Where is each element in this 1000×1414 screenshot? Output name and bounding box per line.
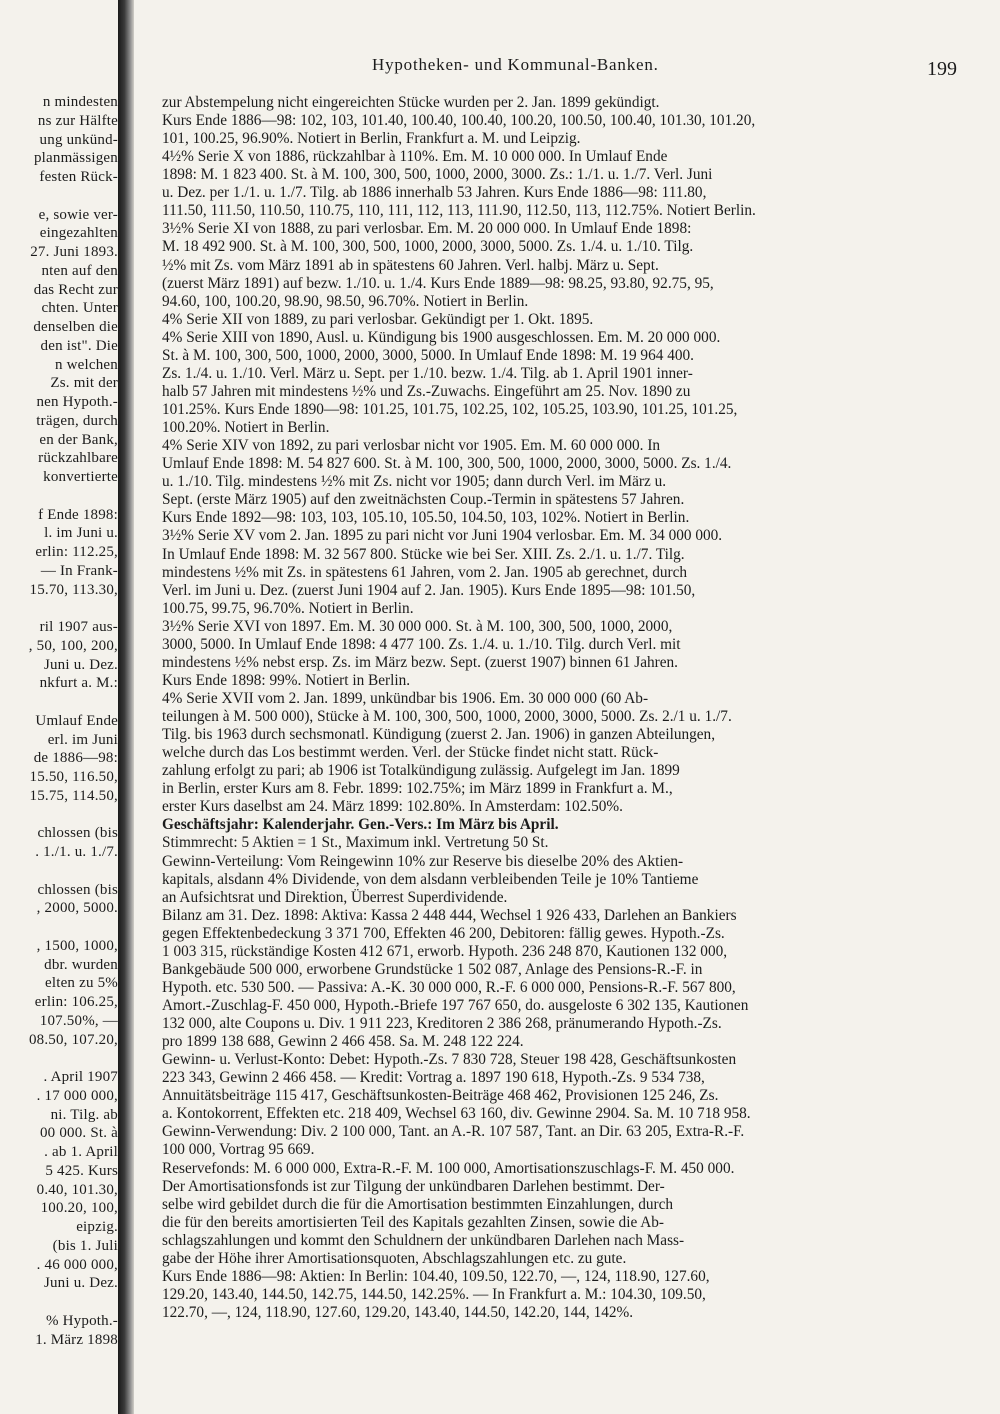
text-line: kapitals, alsdann 4% Dividende, von dem alsdann verbleibenden Teile je 10% Tantieme [162, 870, 699, 888]
text-line: Verl. im Juni u. Dez. (zuerst Juni 1904 auf 2. Jan. 1905). Kurs Ende 1895—98: 101.50, [162, 581, 696, 599]
left-fragment-line: n welchen [54, 356, 118, 373]
text-line: in Berlin, erster Kurs am 8. Febr. 1899: 102.75%; im März 1899 in Frankfurt a. M., [162, 780, 673, 798]
text-line: Kurs Ende 1886—98: 102, 103, 101.40, 100.40, 100.40, 100.20, 100.50, 100.40, 101.30, 101.20, [162, 112, 756, 130]
left-fragment-line: — In Frank- [40, 562, 118, 579]
left-fragment-line: 0.40, 101.30, [36, 1181, 118, 1198]
text-line: Reservefonds: M. 6 000 000, Extra-R.-F. M. 100 000, Amortisationszuschlags-F. M. 450 000. [162, 1159, 735, 1177]
text-line: (zuerst März 1891) auf bezw. 1./10. u. 1./4. Kurs Ende 1889—98: 98.25, 93.80, 92.75, 95, [162, 274, 714, 292]
text-line: 3½% Serie XVI von 1897. Em. M. 30 000 000. St. à M. 100, 300, 500, 1000, 2000, [162, 617, 673, 635]
left-fragment-line: rückzahlbare [38, 450, 118, 467]
text-line: Amort.-Zuschlag-F. 450 000, Hypoth.-Briefe 197 767 650, do. ausgeloste 6 302 135, Kautionen [162, 997, 749, 1014]
left-fragment-line: . April 1907 [43, 1069, 118, 1085]
left-fragment-line: , 1500, 1000, [36, 937, 118, 954]
text-line: Geschäftsjahr: Kalenderjahr. Gen.-Vers.: Im März bis April. [162, 816, 559, 834]
left-fragment-line: e, sowie ver- [38, 206, 118, 223]
text-line: Gewinn-Verteilung: Vom Reingewinn 10% zur Reserve bis dieselbe 20% des Aktien- [162, 852, 684, 870]
text-line: gegen Effektenbedeckung 3 371 700, Effekten 46 200, Debitoren: fällig gewes. Hypoth.-Zs. [162, 924, 725, 942]
text-line: Der Amortisationsfonds ist zur Tilgung der unkündbaren Darlehen bestimmt. Der- [162, 1177, 665, 1195]
text-line: Kurs Ende 1892—98: 103, 103, 105.10, 105.50, 104.50, 103, 102%. Notiert in Berlin. [162, 509, 690, 527]
text-line: welche durch das Los bestimmt werden. Verl. der Stücke findet nicht statt. Rück- [162, 744, 659, 762]
left-fragment-line: , 50, 100, 200, [28, 637, 118, 654]
text-line: an Aufsichtsrat und Direktion, Überrest Superdividende. [162, 888, 508, 906]
text-line: Kurs Ende 1886—98: Aktien: In Berlin: 104.40, 109.50, 122.70, —, 124, 118.90, 127.60, [162, 1267, 710, 1285]
left-fragment-line: . 17 000 000, [36, 1087, 118, 1104]
left-fragment-line: f Ende 1898: [38, 506, 118, 523]
left-fragment-line: erlin: 112.25, [35, 544, 118, 560]
left-fragment-line: , 2000, 5000. [36, 900, 118, 917]
text-line: St. à M. 100, 300, 500, 1000, 2000, 3000, 5000. In Umlauf Ende 1898: M. 19 964 400. [162, 346, 694, 364]
text-line: Bilanz am 31. Dez. 1898: Aktiva: Kassa 2 448 444, Wechsel 1 926 433, Darlehen an Bankiers [162, 906, 737, 924]
text-line: Bankgebäude 500 000, erworbene Grundstücke 1 502 087, Anlage des Pensions-R.-F. in [162, 960, 703, 978]
left-fragment-line: chlossen (bis [37, 825, 118, 842]
text-line: mindestens ½% nebst ersp. Zs. im März bezw. Sept. (zuerst 1907) binnen 61 Jahren. [162, 653, 679, 671]
text-line: selbe wird gebildet durch die für die Amortisation bestimmten Einzahlungen, durch [162, 1195, 674, 1213]
left-fragment-line: en der Bank, [39, 431, 118, 448]
text-line: zahlung erfolgt zu pari; ab 1906 ist Totalkündigung zulässig. Aufgelegt im Jan. 1899 [162, 762, 680, 780]
text-line: die für den bereits amortisierten Teil des Kapitals gezahlten Zinsen, sowie die Ab- [162, 1213, 665, 1231]
text-line: 3½% Serie XV vom 2. Jan. 1895 zu pari nicht vor Juni 1904 verlosbar. Em. M. 34 000 000. [162, 527, 723, 545]
text-line: halb 57 Jahren mit mindestens ½% und Zs.-Zuwachs. Eingeführt am 25. Nov. 1890 zu [162, 382, 691, 400]
left-fragment-line: nkfurt a. M.: [39, 675, 118, 692]
text-line: ½% mit Zs. vom März 1891 ab in spätestens 60 Jahren. Verl. halbj. März u. Sept. [162, 256, 659, 274]
text-line: pro 1899 138 688, Gewinn 2 466 458. Sa. M. 248 122 224. [162, 1033, 524, 1051]
text-line: 122.70, —, 124, 118.90, 127.60, 129.20, 143.40, 144.50, 142.20, 144, 142%. [162, 1304, 634, 1322]
left-fragment-line: 1. März 1898 [35, 1331, 118, 1348]
text-line: 101.25%. Kurs Ende 1890—98: 101.25, 101.75, 102.25, 102, 105.25, 103.90, 101.25, 101.25, [162, 401, 738, 419]
text-line: u. 1./10. Tilg. mindestens ½% mit Zs. nicht vor 1905; dann durch Verl. im März u. [162, 473, 667, 491]
left-fragment-line: ns zur Hälfte [37, 112, 118, 129]
left-fragment-line: % Hypoth.- [46, 1312, 118, 1329]
left-fragment-line: eingezahlten [39, 225, 118, 242]
text-line: Kurs Ende 1898: 99%. Notiert in Berlin. [162, 671, 411, 689]
left-fragment-line: chlossen (bis [37, 881, 118, 898]
left-fragment-line: den ist". Die [40, 337, 118, 354]
text-line: zur Abstempelung nicht eingereichten Stücke wurden per 2. Jan. 1899 gekündigt. [162, 95, 660, 111]
text-line: 132 000, alte Coupons u. Div. 1 911 223, Kreditoren 2 386 268, pränumerando Hypoth.-Zs. [162, 1015, 722, 1033]
left-fragment-line: Umlauf Ende [35, 712, 118, 729]
text-line: 1898: M. 1 823 400. St. à M. 100, 300, 500, 1000, 2000, 3000. Zs.: 1./1. u. 1./7. Verl. Juni [162, 166, 713, 184]
text-line: u. Dez. per 1./1. u. 1./7. Tilg. ab 1886 innerhalb 53 Jahren. Kurs Ende 1886—98: 111.80, [162, 184, 707, 202]
left-fragment-line: elten zu 5% [44, 975, 118, 992]
text-line: 100 000, Vortrag 95 669. [162, 1141, 315, 1159]
text-line: schlagszahlungen und kommt den Schuldnern der unkündbaren Darlehen nach Mass- [162, 1231, 685, 1249]
left-fragment-line: erlin: 106.25, [34, 994, 118, 1010]
left-fragment-line: 15.75, 114.50, [29, 787, 118, 804]
left-fragment-line: 5 425. Kurs [45, 1162, 118, 1179]
left-fragment-line: festen Rück- [39, 169, 118, 185]
text-line: Umlauf Ende 1898: M. 54 827 600. St. à M. 100, 300, 500, 1000, 2000, 3000, 5000. Zs. 1./4. [162, 455, 732, 473]
text-line: 223 343, Gewinn 2 466 458. — Kredit: Vortrag a. 1897 190 618, Hypoth.-Zs. 9 534 738, [162, 1069, 705, 1087]
page-number: 199 [927, 58, 957, 80]
left-fragment-line: . 1./1. u. 1./7. [35, 844, 118, 860]
left-fragment-line: l. im Juni u. [44, 525, 118, 542]
text-line: 1 003 315, rückständige Kosten 412 671, erworb. Hypoth. 236 248 870, Kautionen 132 000, [162, 942, 728, 960]
left-fragment-line: dbr. wurden [44, 956, 118, 973]
text-line: In Umlauf Ende 1898: M. 32 567 800. Stücke wie bei Ser. XIII. Zs. 2./1. u. 1./7. Tilg. [162, 545, 685, 563]
text-line: Stimmrecht: 5 Aktien = 1 St., Maximum inkl. Vertretung 50 St. [162, 834, 549, 852]
left-fragment-line: planmässigen [33, 150, 118, 167]
text-line: Gewinn-Verwendung: Div. 2 100 000, Tant. an A.-R. 107 587, Tant. an Dir. 63 205, Extra-R.-F. [162, 1123, 745, 1141]
left-fragment-line: 00 000. St. à [39, 1125, 118, 1142]
left-fragment-line: de 1886—98: [33, 750, 118, 767]
left-fragment-line: denselben die [33, 319, 118, 335]
body-text [162, 95, 958, 1385]
left-fragment-line: nten auf den [41, 262, 118, 279]
left-fragment-line: 100.20, 100, [40, 1200, 118, 1217]
text-line: Zs. 1./4. u. 1./10. Verl. März u. Sept. per 1./10. bezw. 1./4. Tilg. ab 1. April 1901 inner- [162, 364, 693, 382]
left-page-fragment [0, 95, 118, 1385]
text-line: gabe der Höhe ihrer Amortisationsquoten, Abschlagszahlungen etc. zu gute. [162, 1249, 627, 1267]
text-line: Gewinn- u. Verlust-Konto: Debet: Hypoth.-Zs. 7 830 728, Steuer 198 428, Geschäftsunkosten [162, 1051, 737, 1069]
text-line: Hypoth. etc. 530 500. — Passiva: A.-K. 30 000 000, R.-F. 6 000 000, Pensions-R.-F. 567 800, [162, 978, 736, 996]
left-fragment-line: ril 1907 aus- [39, 619, 118, 635]
left-fragment-line: konvertierte [43, 469, 118, 485]
text-line: teilungen à M. 500 000), Stücke à M. 100, 300, 500, 1000, 2000, 3000, 5000. Zs. 2./1 u. 1./7. [162, 708, 732, 726]
left-fragment-line: erl. im Juni [47, 731, 118, 748]
left-fragment-line: Juni u. Dez. [43, 1275, 118, 1292]
left-fragment-line: 107.50%, — [39, 1012, 118, 1029]
left-fragment-line: ung unkünd- [39, 131, 118, 148]
text-line: 3½% Serie XI von 1888, zu pari verlosbar. Em. M. 20 000 000. In Umlauf Ende 1898: [162, 220, 692, 238]
left-fragment-line: . 46 000 000, [36, 1256, 118, 1273]
text-line: Tilg. bis 1963 durch sechsmonatl. Kündigung (zuerst 2. Jan. 1906) in ganzen Abteilungen, [162, 726, 716, 744]
text-line: Annuitätsbeiträge 115 417, Geschäftsunkosten-Beiträge 468 462, Provisionen 125 246, Zs. [162, 1087, 719, 1105]
left-fragment-line: Zs. mit der [50, 375, 118, 392]
text-line: mindestens ½% mit Zs. in spätestens 61 Jahren, vom 2. Jan. 1905 ab gerechnet, durch [162, 563, 688, 581]
text-line: 4% Serie XIV von 1892, zu pari verlosbar nicht vor 1905. Em. M. 60 000 000. In [162, 437, 661, 455]
left-fragment-line: ni. Tilg. ab [50, 1106, 118, 1123]
text-line: 4½% Serie X von 1886, rückzahlbar à 110%. Em. M. 10 000 000. In Umlauf Ende [162, 148, 668, 166]
left-fragment-line: n mindesten [42, 95, 118, 110]
left-fragment-line: 08.50, 107.20, [28, 1031, 118, 1048]
text-line: 100.75, 99.75, 96.70%. Notiert in Berlin. [162, 599, 414, 617]
text-line: 4% Serie XVII vom 2. Jan. 1899, unkündbar bis 1906. Em. 30 000 000 (60 Ab- [162, 689, 649, 707]
left-fragment-line: 15.50, 116.50, [29, 769, 118, 785]
left-fragment-line: das Recht zur [33, 281, 118, 298]
page-header: Hypotheken- und Kommunal-Banken. [372, 55, 659, 74]
text-line: erster Kurs daselbst am 24. März 1899: 102.80%. In Amsterdam: 102.50%. [162, 798, 623, 816]
left-fragment-line: Juni u. Dez. [43, 656, 118, 673]
left-fragment-line: 27. Juni 1893. [30, 244, 118, 260]
left-fragment-line: 15.70, 113.30, [29, 581, 118, 598]
left-fragment-line: . ab 1. April [44, 1144, 118, 1160]
text-line: 4% Serie XIII von 1890, Ausl. u. Kündigung bis 1900 ausgeschlossen. Em. M. 20 000 000. [162, 328, 721, 346]
text-line: 111.50, 111.50, 110.50, 110.75, 110, 111, 112, 113, 111.90, 112.50, 113, 112.75%. Notiert Berlin. [162, 202, 756, 220]
text-line: 3000, 5000. In Umlauf Ende 1898: 4 477 100. Zs. 1./4. u. 1./10. Tilg. durch Verl. mit [162, 635, 681, 653]
text-line: M. 18 492 900. St. à M. 100, 300, 500, 1000, 2000, 3000, 5000. Zs. 1./4. u. 1./10. Tilg. [162, 238, 694, 256]
text-line: 94.60, 100, 100.20, 98.90, 98.50, 96.70%. Notiert in Berlin. [162, 292, 529, 310]
text-line: Sept. (erste März 1905) auf den zweitnächsten Coup.-Termin in spätestens 57 Jahren. [162, 491, 685, 509]
left-fragment-line: nen Hypoth.- [36, 394, 118, 410]
left-fragment-line: eipzig. [76, 1219, 118, 1235]
text-line: a. Kontokorrent, Effekten etc. 218 409, Wechsel 63 160, div. Gewinne 2904. Sa. M. 10 718 958. [162, 1105, 751, 1123]
text-line: 4% Serie XII von 1889, zu pari verlosbar. Gekündigt per 1. Okt. 1895. [162, 310, 594, 328]
left-fragment-line: (bis 1. Juli [52, 1237, 118, 1254]
text-line: 100.20%. Notiert in Berlin. [162, 419, 330, 437]
left-fragment-line: chten. Unter [41, 300, 118, 317]
text-line: 129.20, 143.40, 144.50, 142.75, 144.50, 142.25%. — In Frankfurt a. M.: 104.30, 109.50, [162, 1285, 706, 1303]
book-binding-shadow [118, 0, 134, 1414]
text-line: 101, 100.25, 96.90%. Notiert in Berlin, Frankfurt a. M. und Leipzig. [162, 130, 581, 148]
left-fragment-line: trägen, durch [36, 412, 118, 429]
